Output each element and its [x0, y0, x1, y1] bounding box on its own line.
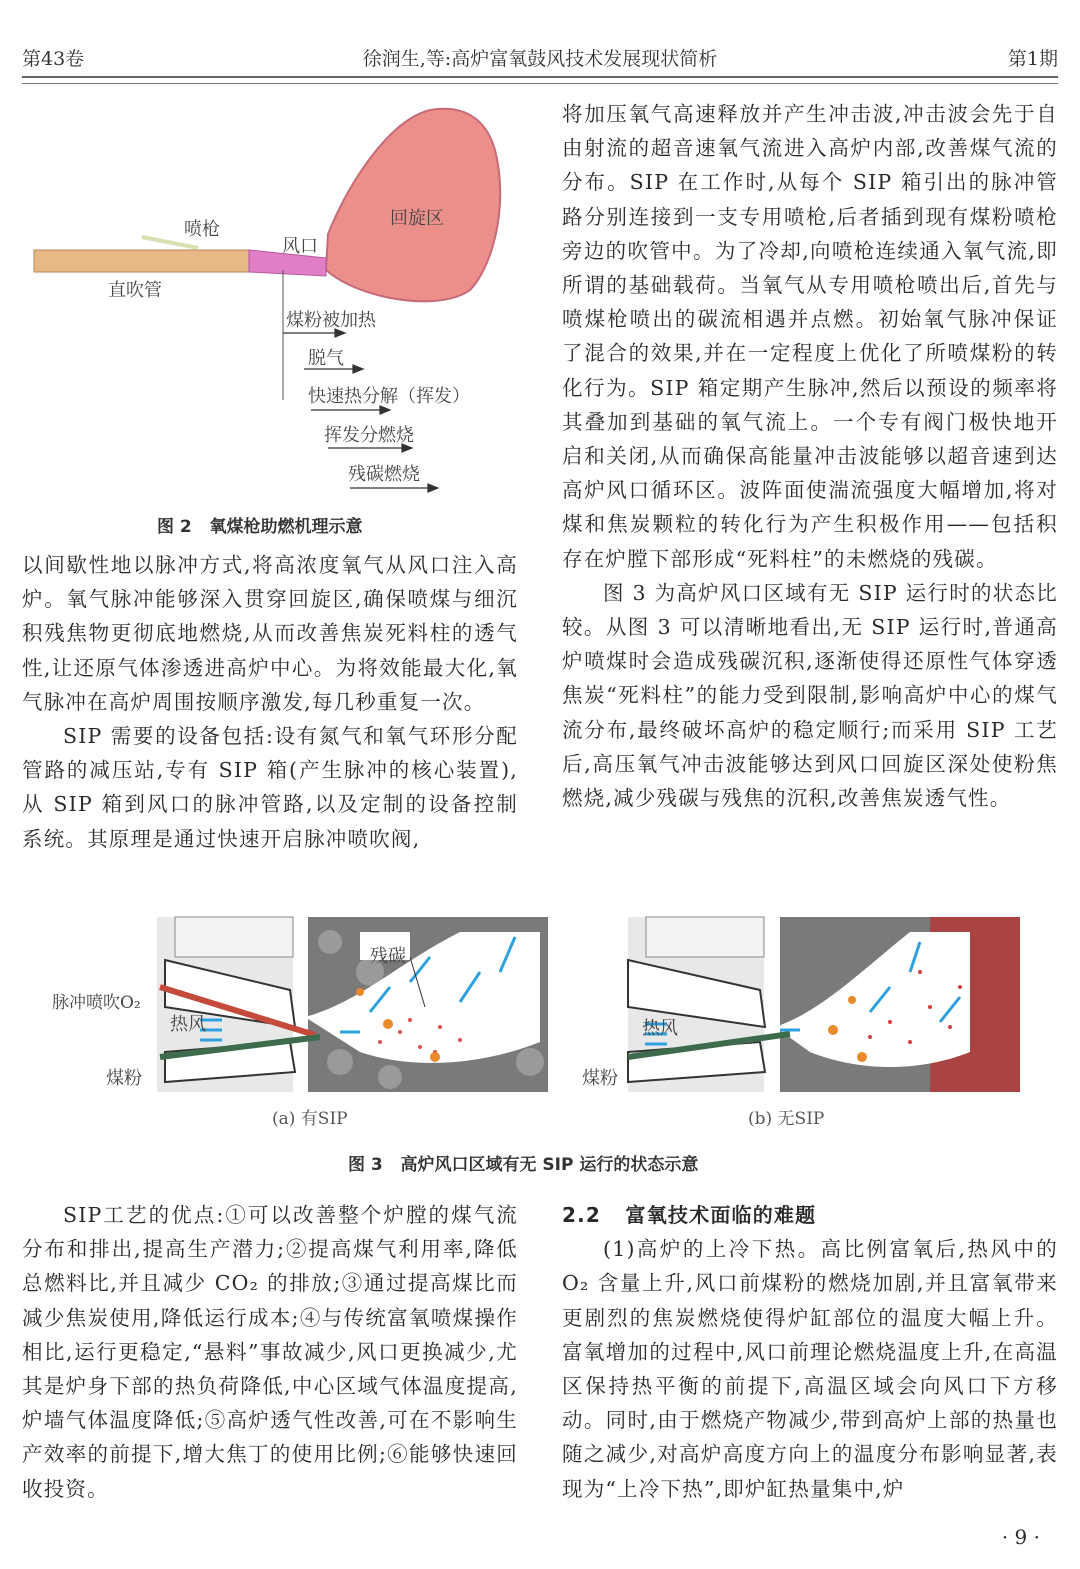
figure-3a — [40, 912, 560, 1129]
volume-label: 第43卷 — [22, 48, 85, 70]
stage-pyrolysis: 快速热分解（挥发） — [308, 386, 470, 407]
figure-2-caption: 图 2 氧煤枪助燃机理示意 — [157, 517, 363, 537]
paragraph: SIP 需要的设备包括:设有氮气和氧气环形分配管路的减压站,专有 SIP 箱(产生脉冲的核心装置),从 SIP 箱到风口的脉冲管路,以及定制的设备控制系统。其原理是通过快速开启脉冲喷吹阀, — [22, 724, 518, 851]
running-header — [22, 40, 1058, 70]
figure-2 — [20, 90, 540, 510]
subcaption-b: (b) 无SIP — [748, 1109, 825, 1129]
stage-volatile-combustion: 挥发分燃烧 — [324, 425, 414, 446]
paragraph: 以间歇性地以脉冲方式,将高浓度氧气从风口注入高炉。氧气脉冲能够深入贯穿回旋区,确保喷煤与细沉积残焦物更彻底地燃烧,从而改善焦炭死料柱的透气性,让还原气体渗透进高炉中心。为将效能最大化,氧气脉冲在高炉周围按顺序激发,每几秒重复一次。 — [22, 553, 518, 714]
hot-blast-label: 热风 — [170, 1014, 206, 1035]
paragraph: 将加压氧气高速释放并产生冲击波,冲击波会先于自由射流的超音速氧气流进入高炉内部,改善煤气流的分布。SIP 在工作时,从每个 SIP 箱引出的脉冲管路分别连接到一支专用喷枪,后者插到现有煤粉喷枪旁边的吹管中。为了冷却,向喷枪连续通入氧气流,即所谓的基础载荷。当氧气从专用喷枪喷出后,首先与喷煤枪喷出的碳流相遇并点燃。初始氧气脉冲保证了混合的效果,并在一定程度上优化了所喷煤粉的转化行为。SIP 箱定期产生脉冲,然后以预设的频率将其叠加到基础的氧气流上。一个专有阀门极快地开启和关闭,从而确保高能量冲击波能够以超音速到达高炉风口循环区。波阵面使湍流强度大幅增加,将对煤和焦炭颗粒的转化行为产生积极作用——包括积存在炉膛下部形成“死料柱”的未燃烧的残碳。 — [562, 102, 1058, 571]
paragraph: 图 3 为高炉风口区域有无 SIP 运行时的状态比较。从图 3 可以清晰地看出,无 SIP 运行时,普通高炉喷煤时会造成残碳沉积,逐渐使得还原性气体穿透焦炭“死料柱”的能力受到限制,影响高炉中心的煤气流分布,最终破坏高炉的稳定顺行;而采用 SIP 工艺后,高压氧气冲击波能够达到风口回旋区深处使粉焦燃烧,减少残碳与残焦的沉积,改善焦炭透气性。 — [562, 580, 1058, 811]
paragraph-sip-advantages: SIP工艺的优点:①可以改善整个炉膛的煤气流分布和排出,提高生产潜力;②提高煤气利用率,降低总燃料比,并且减少 CO₂ 的排放;③通过提高煤比而减少焦炭使用,降低运行成本;④与传统富氧喷煤操作相比,运行更稳定,“悬料”事故减少,风口更换减少,尤其是炉身下部的热负荷降低,中心区域气体温度提高,炉墙气体温度降低;⑤高炉透气性改善,可在不影响生产效率的前提下,增大焦丁的使用比例;⑥能够快速回收投资。 — [22, 1203, 518, 1501]
right-column-bottom — [562, 1198, 1058, 1506]
figure-3b — [570, 912, 1040, 1129]
stage-heating: 煤粉被加热 — [286, 310, 376, 331]
raceway-label: 回旋区 — [390, 208, 444, 229]
header-rule — [22, 76, 1058, 84]
left-column-bottom — [22, 1198, 518, 1506]
right-column-top — [562, 97, 1058, 815]
subcaption-a: (a) 有SIP — [272, 1109, 348, 1129]
page-number: · 9 · — [1001, 1525, 1040, 1549]
coal-label: 煤粉 — [582, 1068, 618, 1089]
stage-degassing: 脱气 — [308, 348, 344, 369]
hot-blast-label: 热风 — [642, 1018, 678, 1039]
figure-3-caption: 图 3 高炉风口区域有无 SIP 运行的状态示意 — [348, 1155, 699, 1175]
figure-2-diagram — [20, 90, 540, 510]
tuyere-label: 风口 — [282, 236, 318, 257]
blowpipe-label: 直吹管 — [108, 280, 162, 301]
figure-3b-diagram — [570, 912, 1040, 1097]
coal-label: 煤粉 — [106, 1068, 142, 1089]
paragraph: (1)高炉的上冷下热。高比例富氧后,热风中的 O₂ 含量上升,风口前煤粉的燃烧加剧,并且富氧带来更剧烈的焦炭燃烧使得炉缸部位的温度大幅上升。富氧增加的过程中,风口前理论燃烧温度上升,在高温区保持热平衡的前提下,高温区域会向风口下方移动。同时,由于燃烧产物减少,带到高炉上部的热量也随之减少,对高炉高度方向上的温度分布影响显著,表现为“上冷下热”,即炉缸热量集中,炉 — [562, 1237, 1058, 1501]
pulse-o2-label: 脉冲喷吹O₂ — [52, 993, 141, 1013]
running-title: 徐润生,等:高炉富氧鼓风技术发展现状简析 — [362, 48, 718, 70]
left-column-top — [22, 548, 518, 856]
issue-label: 第1期 — [1007, 48, 1058, 70]
section-heading: 2.2 富氧技术面临的难题 — [562, 1203, 817, 1227]
residual-carbon-label: 残碳 — [370, 946, 406, 967]
stage-char-combustion: 残碳燃烧 — [348, 464, 420, 485]
lance-label: 喷枪 — [184, 219, 220, 240]
